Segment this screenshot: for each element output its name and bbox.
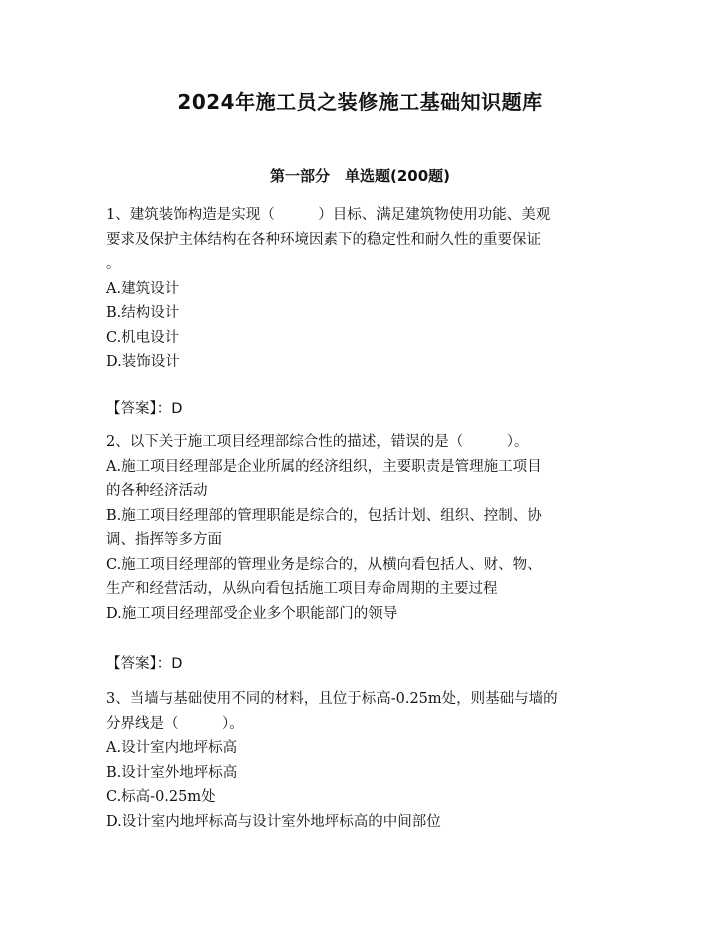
question-2-answer: 【答案】：D [106,656,183,672]
question-2-option-a-line-1: A.施工项目经理部是企业所属的经济组织，主要职责是管理施工项目 [106,458,542,475]
question-2-stem-line-1: 2、以下关于施工项目经理部综合性的描述，错误的是（ ）。 [106,434,529,450]
question-1-stem-line-2: 要求及保护主体结构在各种环境因素下的稳定性和耐久性的重要保证 [106,231,541,248]
question-2-option-b-line-1: B.施工项目经理部的管理职能是综合的，包括计划、组织、控制、协 [106,507,542,524]
question-1-option-b: B.结构设计 [106,305,180,321]
question-3-option-d: D.设计室内地坪标高与设计室外地坪标高的中间部位 [106,813,441,830]
question-1-stem-line-1: 1、建筑装饰构造是实现（ ）目标、满足建筑物使用功能、美观 [106,207,551,223]
question-2-option-b-line-2: 调、指挥等多方面 [106,532,222,548]
question-2-option-d: D.施工项目经理部受企业多个职能部门的领导 [106,605,398,622]
question-1-option-d: D.装饰设计 [106,354,180,370]
question-3-stem-line-2: 分界线是（ ）。 [106,715,244,732]
question-2-option-c-line-2: 生产和经营活动，从纵向看包括施工项目寿命周期的主要过程 [106,581,498,597]
question-3-option-b: B.设计室外地坪标高 [106,764,238,781]
section-heading: 第一部分 单选题(200题) [269,167,451,185]
question-1 [106,203,611,375]
question-3-stem-line-1: 3、当墙与基础使用不同的材料，且位于标高-0.25m处，则基础与墙的 [106,691,558,707]
document-title: 2024年施工员之装修施工基础知识题库 [177,90,543,114]
question-3 [106,687,611,834]
question-3-option-a: A.设计室内地坪标高 [106,740,238,756]
question-3-option-c: C.标高-0.25m处 [106,789,216,805]
question-1-answer: 【答案】：D [106,401,183,417]
question-1-stem-line-3: 。 [106,256,121,272]
question-1-option-c: C.机电设计 [106,329,180,346]
question-2-option-a-line-2: 的各种经济活动 [106,483,208,499]
question-2-option-c-line-1: C.施工项目经理部的管理业务是综合的，从横向看包括人、财、物、 [106,556,542,573]
question-2 [106,430,611,626]
question-1-option-a: A.建筑设计 [106,280,180,297]
